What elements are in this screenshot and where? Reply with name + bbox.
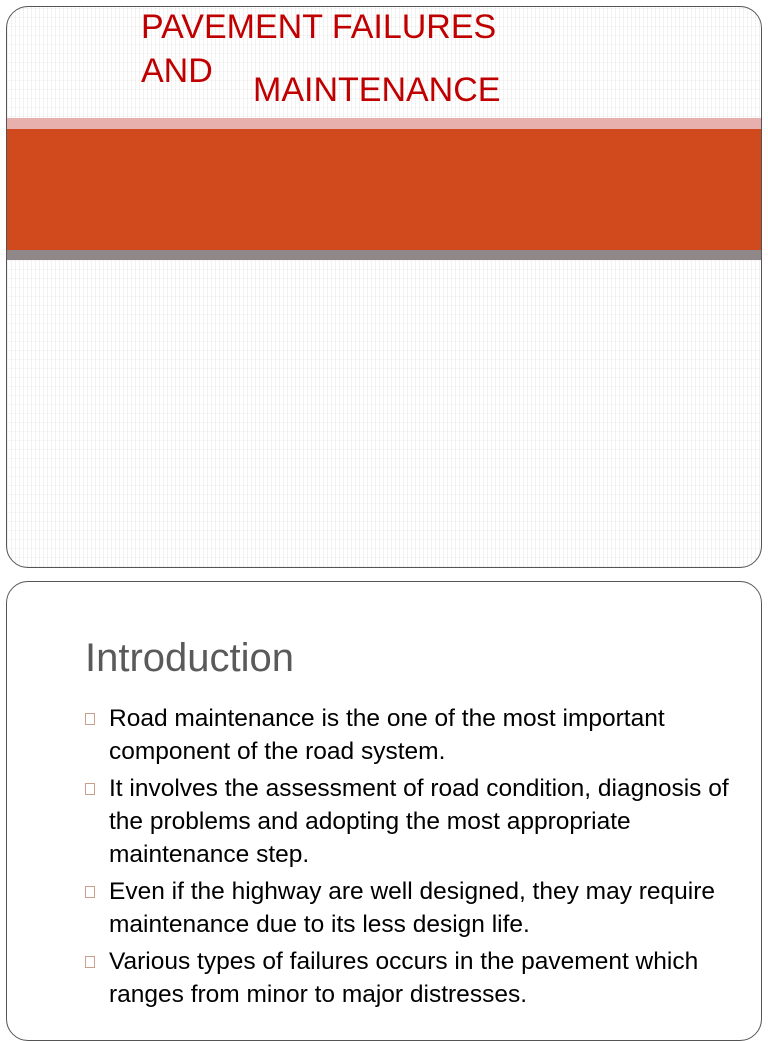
bullet-text: Road maintenance is the one of the most important component of the road system. bbox=[109, 705, 665, 765]
title-slide bbox=[6, 6, 762, 568]
slide-title-line-3: MAINTENANCE bbox=[253, 71, 501, 109]
hollow-square-bullet-icon bbox=[85, 886, 95, 898]
slide-title-line-2: AND bbox=[141, 52, 213, 90]
decorative-orange-band bbox=[7, 129, 761, 250]
bullet-item bbox=[83, 945, 733, 1011]
bullet-item bbox=[83, 772, 733, 871]
slide-title-line-1: PAVEMENT FAILURES bbox=[141, 8, 497, 46]
introduction-slide bbox=[6, 581, 762, 1041]
bullet-item bbox=[83, 875, 733, 941]
bullet-text: Various types of failures occurs in the pavement which ranges from minor to major distresses. bbox=[109, 948, 699, 1008]
bullet-text: It involves the assessment of road condition, diagnosis of the problems and adopting the most appropriate maintenance step. bbox=[109, 775, 729, 868]
hollow-square-bullet-icon bbox=[85, 956, 95, 968]
bullet-item bbox=[83, 702, 733, 768]
hollow-square-bullet-icon bbox=[85, 783, 95, 795]
decorative-gray-band bbox=[7, 250, 761, 260]
introduction-heading: Introduction bbox=[85, 636, 295, 680]
bullet-text: Even if the highway are well designed, they may require maintenance due to its less design life. bbox=[109, 878, 716, 938]
decorative-pink-band bbox=[7, 118, 761, 129]
hollow-square-bullet-icon bbox=[85, 713, 95, 725]
bullet-list bbox=[83, 702, 733, 1015]
